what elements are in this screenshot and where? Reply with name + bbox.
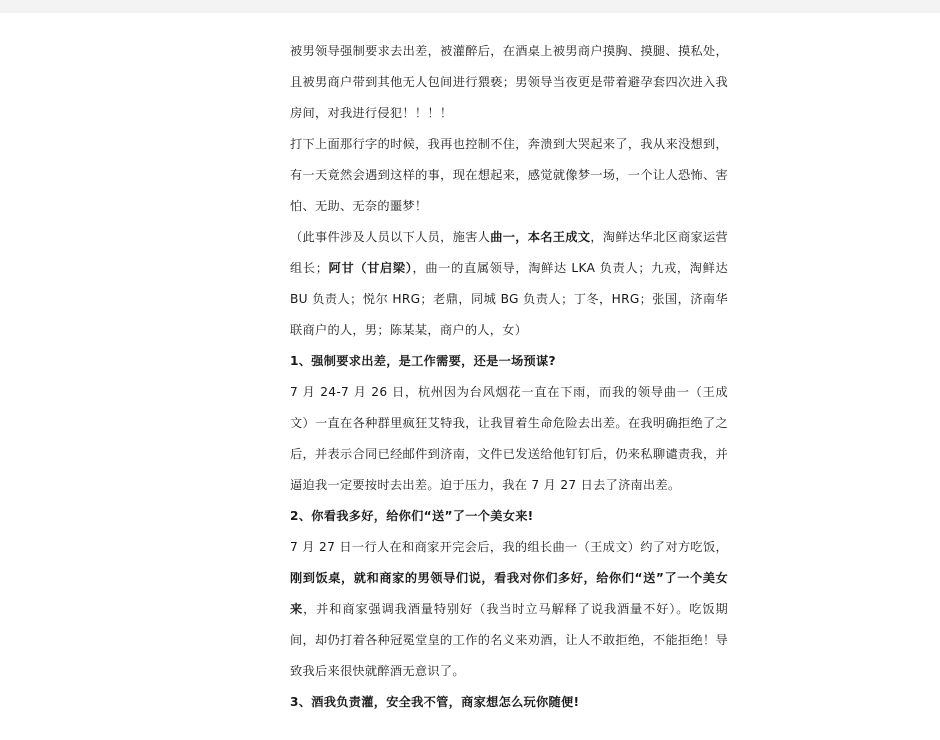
text-segment: 7 月 24-7 月 26 日，杭州因为台风烟花一直在下雨，而我的领导曲一（王成文）一直在各种群里疯狂艾特我，让我冒着生命危险去出差。在我明确拒绝了之后，并表示合同已经邮件到济南，文件已发送给他钉钉后，仍来私聊谴责我，并逼迫我一定要按时去出差。迫于压力，我在 7 月 27 日去了济南出差。 [290,385,728,492]
bold-text-segment: 3、酒我负责灌，安全我不管，商家想怎么玩你随便! [290,695,580,709]
bold-text-segment: 1、强制要求出差，是工作需要，还是一场预谋? [290,354,556,368]
bold-text-segment: 阿甘（甘启梁） [328,261,413,275]
bold-text-segment: 刚到饭桌，就和商家的男领导们说，看我对你们多好，给你们“送”了一个美女来 [290,571,728,616]
text-segment: 被男领导强制要求去出差，被灌醉后，在酒桌上被男商户摸胸、摸腿、摸私处，且被男商户带到其他无人包间进行猥亵；男领导当夜更是带着避孕套四次进入我房间，对我进行侵犯！！！！ [290,44,728,120]
text-segment: （此事件涉及人员以下人员，施害人 [290,230,491,244]
section-heading [290,346,728,377]
body-paragraph [290,532,728,687]
document-page [290,36,728,718]
text-segment: ，淘鲜达华北区商家运营组长； [290,230,728,275]
text-segment: 打下上面那行字的时候，我再也控制不住，奔溃到大哭起来了，我从来没想到，有一天竟然会遇到这样的事，现在想起来，感觉就像梦一场，一个让人恐怖、害怕、无助、无奈的噩梦！ [290,137,728,213]
body-paragraph [290,377,728,501]
section-heading [290,687,728,718]
text-segment: ，并和商家强调我酒量特别好（我当时立马解释了说我酒量不好）。吃饭期间，却仍打着各种冠冕堂皇的工作的名义来劝酒，让人不敢拒绝，不能拒绝！导致我后来很快就醉酒无意识了。 [290,602,728,678]
body-paragraph [290,129,728,222]
body-paragraph [290,222,728,346]
viewer-top-bar [0,0,940,13]
section-heading [290,501,728,532]
text-segment: ，曲一的直属领导，淘鲜达 LKA 负责人；九戎，淘鲜达 BU 负责人；悦尔 HRG；老鼎，同城 BG 负责人；丁冬，HRG；张国，济南华联商户的人，男；陈某某，商户的人，女） [290,261,729,337]
bold-text-segment: 曲一，本名王成文 [490,230,591,244]
body-paragraph [290,36,728,129]
bold-text-segment: 2、你看我多好，给你们“送”了一个美女来! [290,509,534,523]
text-segment: 7 月 27 日一行人在和商家开完会后，我的组长曲一（王成文）约了对方吃饭， [290,540,728,554]
